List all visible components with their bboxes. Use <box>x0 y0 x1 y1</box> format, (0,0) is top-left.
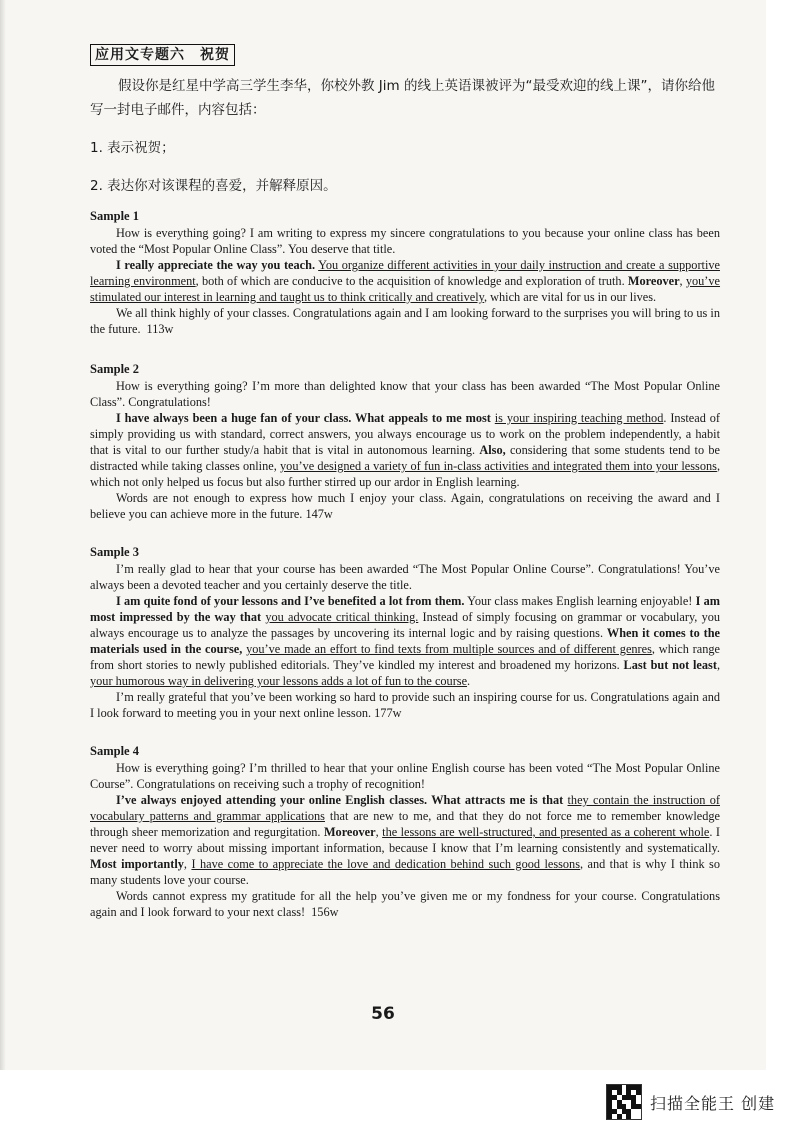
sample-section <box>90 544 720 721</box>
word-count: 156w <box>311 905 339 919</box>
bold-phrase: I have always been a huge fan of your class. What appeals to me most <box>116 411 491 425</box>
underlined-phrase: is your inspiring teaching method <box>494 411 664 425</box>
sample-paragraph <box>90 689 720 721</box>
prompt-item-1: 1. 表示祝贺； <box>90 140 175 156</box>
text-run: How is everything going? I am writing to express my sincere congratulations to you because your online class has been voted the “Most Popular Online Class”. You deserve that title. <box>90 226 720 256</box>
sample-section <box>90 743 720 920</box>
text-run: , and that is why I think so many students love your course. <box>90 857 720 887</box>
sample-paragraph <box>90 490 720 522</box>
samples-container <box>90 208 720 920</box>
sample-paragraph <box>90 378 720 410</box>
bold-phrase: I am most impressed by the way that <box>90 594 720 624</box>
sample-title: Sample 3 <box>90 545 139 559</box>
prompt-item-2: 2. 表达你对该课程的喜爱，并解释原因。 <box>90 178 337 194</box>
sample-paragraph <box>90 792 720 888</box>
text-run: Words cannot express my gratitude for all the help you’ve given me or my fondness for your course. Congratulations again and I look forward to your next class! <box>90 889 720 919</box>
sample-title: Sample 4 <box>90 744 139 758</box>
sample-paragraph <box>90 888 720 920</box>
sample-section <box>90 361 720 522</box>
underlined-phrase: you’ve made an effort to find texts from multiple sources and of different genres <box>246 642 652 656</box>
section-title: 应用文专题六 祝贺 <box>90 44 235 66</box>
text-run: I’m really glad to hear that your course has been awarded “The Most Popular Online Course”. Congratulations! You’ve always been a devoted teacher and you certainly deserve the title. <box>90 562 720 592</box>
underlined-phrase: you’ve designed a variety of fun in-class activities and integrated them into your lessons <box>280 459 717 473</box>
text-run: We all think highly of your classes. Congratulations again and I am looking forward to the surprises you will bring to us in the future. <box>90 306 720 336</box>
underlined-phrase: your humorous way in delivering your lessons adds a lot of fun to the course <box>90 674 468 688</box>
sample-paragraph <box>90 561 720 593</box>
underlined-phrase: You organize different activities in your daily instruction and create a supportive learning environment <box>90 258 720 288</box>
underlined-phrase: they contain the instruction of vocabulary patterns and grammar applications <box>90 793 720 823</box>
bold-phrase: I really appreciate the way you teach. <box>116 258 316 272</box>
sample-paragraph <box>90 305 720 337</box>
bold-phrase: I’ve always enjoyed attending your online English classes. What attracts me is that <box>116 793 564 807</box>
sample-section <box>90 208 720 337</box>
text-run: , <box>375 825 383 839</box>
sample-paragraph <box>90 225 720 257</box>
sample-paragraph <box>90 593 720 689</box>
sample-paragraph <box>90 257 720 305</box>
bold-phrase: Moreover <box>323 825 376 839</box>
text-run: . <box>467 674 471 688</box>
underlined-phrase: you advocate critical thinking. <box>265 610 419 624</box>
text-run: How is everything going? I’m thrilled to hear that your online English course has been voted “The Most Popular Online Course”. Congratulations on receiving such a trophy of recognition! <box>90 761 720 791</box>
page-number: 56 <box>371 1004 395 1024</box>
text-run: How is everything going? I’m more than delighted know that your class has been awarded “The Most Popular Online Class”. Congratulations! <box>90 379 720 409</box>
word-count: 113w <box>146 322 174 336</box>
underlined-phrase: the lessons are well-structured, and presented as a coherent whole <box>382 825 710 839</box>
underlined-phrase: I have come to appreciate the love and dedication behind such good lessons <box>191 857 580 871</box>
bold-phrase: Moreover <box>627 274 680 288</box>
text-run: I’m really grateful that you’ve been working so hard to provide such an inspiring course for us. Congratulations again and I look forward to meeting you in your next online lesson. 177w <box>90 690 720 720</box>
text-run: that are new to me, and that they do not force me to remember knowledge through sheer memorization and regurgitation. <box>90 809 720 839</box>
text-run: , <box>716 658 721 672</box>
bold-phrase: Also, <box>479 443 506 457</box>
underlined-phrase: you’ve stimulated our interest in learning and taught us to think critically and creatively <box>90 274 721 304</box>
document-content <box>90 44 720 920</box>
text-run: , <box>183 857 192 871</box>
text-run: , which range from short stories to newly published editorials. They’ve kindled my interest and broadened my horizons. <box>90 642 720 672</box>
bold-phrase: When it comes to the materials used in the course, <box>90 626 720 656</box>
text-run: Words are not enough to express how much I enjoy your class. Again, congratulations on receiving the award and I believe you can achieve more in the future. 147w <box>90 491 720 521</box>
scanner-label: 扫描全能王 创建 <box>650 1093 776 1113</box>
text-run: . I never need to worry about missing important information, because I know that I’m learning consistently and systematically. <box>90 825 720 855</box>
bold-phrase: Last but not least <box>623 658 717 672</box>
bold-phrase: I am quite fond of your lessons and I’ve benefited a lot from them. <box>116 594 465 608</box>
sample-paragraph <box>90 410 720 490</box>
qr-code-icon <box>606 1084 642 1120</box>
sample-title: Sample 2 <box>90 362 139 376</box>
text-run: , <box>679 274 686 288</box>
sample-paragraph <box>90 760 720 792</box>
text-run: considering that some students tend to be distracted while taking classes online, <box>90 443 721 473</box>
sample-title: Sample 1 <box>90 209 139 223</box>
text-run: Instead of simply focusing on grammar or vocabulary, you always encourage us to analyze the passages by uncovering its internal logic and by raising questions. <box>90 610 721 640</box>
prompt-intro: 假设你是红星中学高三学生李华，你校外教 Jim 的线上英语课被评为“最受欢迎的线上课”，请你给他写一封电子邮件，内容包括： <box>90 78 715 118</box>
text-run: . Instead of simply providing us with standard, correct answers, you always encourage us to work on the problem independently, a habit that is vital to our further study/a habit that is vital in autonomous learning. <box>90 411 720 457</box>
bold-phrase: Most importantly <box>90 857 184 871</box>
text-run: Your class makes English learning enjoyable! <box>464 594 696 608</box>
text-run: , both of which are conducive to the acquisition of knowledge and exploration of truth. <box>195 274 628 288</box>
scan-edge-shadow <box>0 0 6 1070</box>
text-run: , which are vital for us in our lives. <box>483 290 657 304</box>
text-run: , which not only helped us focus but also further stirred up our ardor in English learning. <box>90 459 721 489</box>
scanner-stamp <box>606 1082 775 1122</box>
